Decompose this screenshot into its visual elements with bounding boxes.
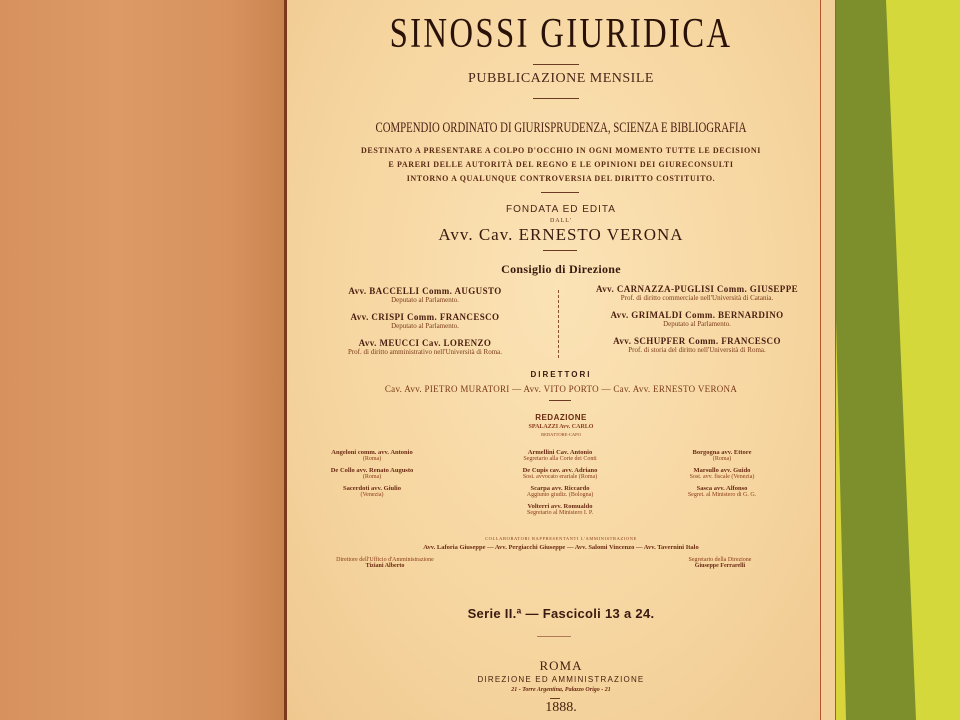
direzione-secretary: Segretario della Direzione Giuseppe Ferrarelli bbox=[688, 557, 752, 569]
founded-label: FONDATA ED EDITA bbox=[506, 204, 616, 215]
divider bbox=[543, 250, 577, 251]
consiglio-member: Avv. SCHUPFER Comm. FRANCESCO Prof. di storia del diritto nell'Università di Roma. bbox=[613, 336, 781, 354]
page-title: SINOSSI GIURIDICA bbox=[389, 11, 733, 57]
divider bbox=[537, 636, 571, 637]
consiglio-member: Avv. CRISPI Comm. FRANCESCO Deputato al Parlamento. bbox=[350, 312, 500, 330]
direzione-amministrazione: DIREZIONE ED AMMINISTRAZIONE bbox=[477, 675, 645, 684]
redazione-column-1: Angeloni comm. avv. Antonio (Roma) De Collo avv. Renato Augusto (Roma) Sacerdoti avv. Giulio (Venezia) bbox=[330, 449, 414, 498]
consiglio-member: Avv. CARNAZZA-PUGLISI Comm. GIUSEPPE Prof. di diritto commerciale nell'Università di Catania. bbox=[596, 284, 798, 302]
divider bbox=[550, 698, 560, 699]
direttori-heading: DIRETTORI bbox=[530, 370, 592, 379]
description-line-1: DESTINATO A PRESENTARE A COLPO D'OCCHIO IN OGNI MOMENTO TUTTE LE DECISIONI bbox=[361, 146, 761, 155]
book-cover-left bbox=[0, 0, 287, 720]
direttori-list: Cav. Avv. PIETRO MURATORI — Avv. VITO PORTO — Cav. Avv. ERNESTO VERONA bbox=[384, 384, 738, 394]
divider bbox=[549, 400, 571, 401]
page-edge bbox=[820, 0, 836, 720]
amministrazione-director: Direttore dell'Ufficio d'Amministrazione Tiziani Alberto bbox=[336, 557, 434, 569]
serie-label: Serie II.ª — Fascicoli 13 a 24. bbox=[467, 606, 655, 621]
collaboratori-heading: COLLABORATORI RAPPRESENTANTI L'AMMINISTRAZIONE bbox=[485, 536, 637, 541]
column-divider bbox=[558, 290, 559, 358]
title-page bbox=[287, 0, 835, 720]
city: ROMA bbox=[539, 658, 583, 673]
redazione-column-2: Armellini Cav. Antonio Segretario alla Corte dei Conti De Cupis cav. avv. Adriano Sost. avvocato erariale (Roma) Scarpa avv. Riccardo Aggiunto giudiz. (Bologna) Volterri avv. Romualdo Segretario al Ministero I. P. bbox=[522, 449, 598, 516]
compendio-heading: COMPENDIO ORDINATO DI GIURISPRUDENZA, SCIENZA E BIBLIOGRAFIA bbox=[375, 120, 747, 136]
description-line-3: INTORNO A QUALUNQUE CONTROVERSIA DEL DIRITTO COSTITUITO. bbox=[406, 174, 716, 183]
collaboratori-list: Avv. Laforia Giuseppe — Avv. Pergiacchi Giuseppe — Avv. Salomi Vincenzo — Avv. Tavernini Italo bbox=[423, 544, 699, 551]
divider bbox=[541, 192, 579, 193]
redattore-capo-role: REDATTORE-CAPO bbox=[541, 432, 581, 437]
consiglio-member: Avv. GRIMALDI Comm. BERNARDINO Deputato al Parlamento. bbox=[610, 310, 784, 328]
year: 1888. bbox=[545, 700, 577, 715]
description-line-2: E PARERI DELLE AUTORITÀ DEL REGNO E LE OPINIONI DEI GIURECONSULTI bbox=[388, 160, 734, 169]
consiglio-member: Avv. MEUCCI Cav. LORENZO Prof. di diritto amministrativo nell'Università di Roma. bbox=[347, 338, 503, 356]
redattore-capo: SPALAZZI Avv. CARLO bbox=[528, 424, 594, 430]
dall-label: DALL' bbox=[549, 218, 573, 224]
divider bbox=[533, 98, 579, 99]
consiglio-member: Avv. BACCELLI Comm. AUGUSTO Deputato al Parlamento. bbox=[348, 286, 502, 304]
redazione-heading: REDAZIONE bbox=[535, 413, 587, 422]
subtitle: PUBBLICAZIONE MENSILE bbox=[468, 71, 654, 86]
redazione-column-3: Borgogna avv. Ettore (Roma) Marsullo avv. Guido Sost. avv. fiscale (Venezia) Sasca avv. Alfonso Segret. al Ministero di G. G. bbox=[687, 449, 757, 498]
consiglio-heading: Consiglio di Direzione bbox=[501, 262, 621, 276]
divider bbox=[533, 64, 579, 65]
address: 21 - Torre Argentina, Palazzo Origo - 21 bbox=[511, 687, 611, 693]
founder-name: Avv. Cav. ERNESTO VERONA bbox=[438, 225, 684, 244]
